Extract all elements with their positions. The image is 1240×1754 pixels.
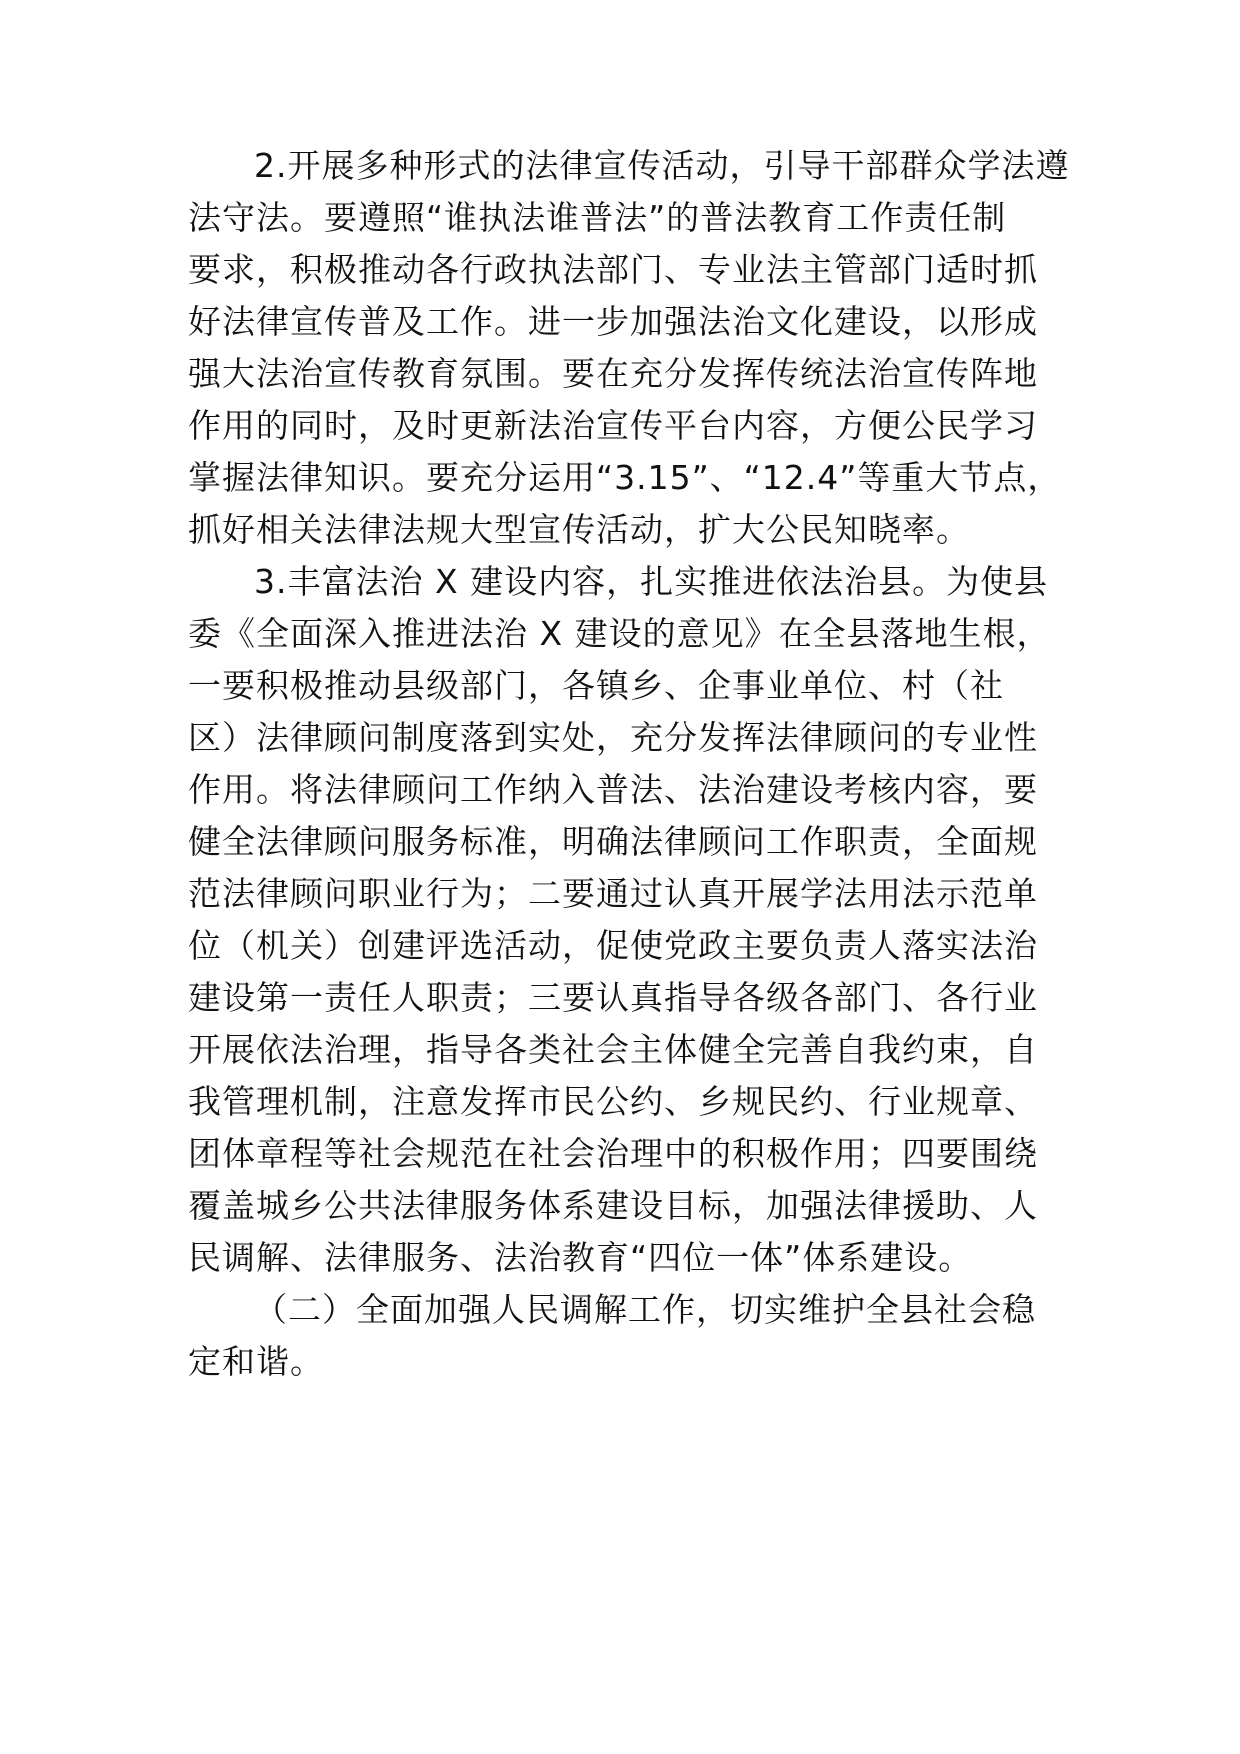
- paragraph-2-line-7: 范法律顾问职业行为；二要通过认真开展学法用法示范单: [188, 874, 1038, 913]
- paragraph-2-line-4: 区）法律顾问制度落到实处，充分发挥法律顾问的专业性: [188, 718, 1038, 757]
- paragraph-2-line-3: 一要积极推动县级部门，各镇乡、企事业单位、村（社: [188, 666, 1004, 705]
- paragraph-2-line-11: 我管理机制，注意发挥市民公约、乡规民约、行业规章、: [188, 1082, 1038, 1121]
- paragraph-2-line-2: 委《全面深入推进法治 X 建设的意见》在全县落地生根，: [188, 614, 1051, 653]
- paragraph-2-line-1: 3.丰富法治 X 建设内容，扎实推进依法治县。为使县: [254, 562, 1049, 601]
- paragraph-2-line-13: 覆盖城乡公共法律服务体系建设目标，加强法律援助、人: [188, 1186, 1038, 1225]
- paragraph-2-line-14: 民调解、法律服务、法治教育“四位一体”体系建设。: [188, 1238, 973, 1277]
- paragraph-2-line-9: 建设第一责任人职责；三要认真指导各级各部门、各行业: [188, 978, 1038, 1017]
- paragraph-1-line-1: 2.开展多种形式的法律宣传活动，引导干部群众学法遵: [254, 146, 1070, 185]
- paragraph-1-line-3: 要求，积极推动各行政执法部门、专业法主管部门适时抓: [188, 250, 1038, 289]
- paragraph-2-line-6: 健全法律顾问服务标准，明确法律顾问工作职责，全面规: [188, 822, 1038, 861]
- paragraph-2-line-12: 团体章程等社会规范在社会治理中的积极作用；四要围绕: [188, 1134, 1038, 1173]
- paragraph-1-line-2: 法守法。要遵照“谁执法谁普法”的普法教育工作责任制: [188, 198, 1007, 237]
- paragraph-1-line-8: 抓好相关法律法规大型宣传活动，扩大公民知晓率。: [188, 510, 970, 549]
- paragraph-1-line-5: 强大法治宣传教育氛围。要在充分发挥传统法治宣传阵地: [188, 354, 1038, 393]
- paragraph-2-line-5: 作用。将法律顾问工作纳入普法、法治建设考核内容，要: [188, 770, 1038, 809]
- paragraph-1-line-4: 好法律宣传普及工作。进一步加强法治文化建设，以形成: [188, 302, 1038, 341]
- paragraph-1-line-7: 掌握法律知识。要充分运用“3.15”、“12.4”等重大节点，: [188, 458, 1062, 497]
- section-heading-line-2: 定和谐。: [188, 1342, 324, 1381]
- section-heading-line-1: （二）全面加强人民调解工作，切实维护全县社会稳: [254, 1290, 1036, 1329]
- paragraph-2-line-10: 开展依法治理，指导各类社会主体健全完善自我约束，自: [188, 1030, 1038, 1069]
- paragraph-2-line-8: 位（机关）创建评选活动，促使党政主要负责人落实法治: [188, 926, 1038, 965]
- paragraph-1-line-6: 作用的同时，及时更新法治宣传平台内容，方便公民学习: [188, 406, 1038, 445]
